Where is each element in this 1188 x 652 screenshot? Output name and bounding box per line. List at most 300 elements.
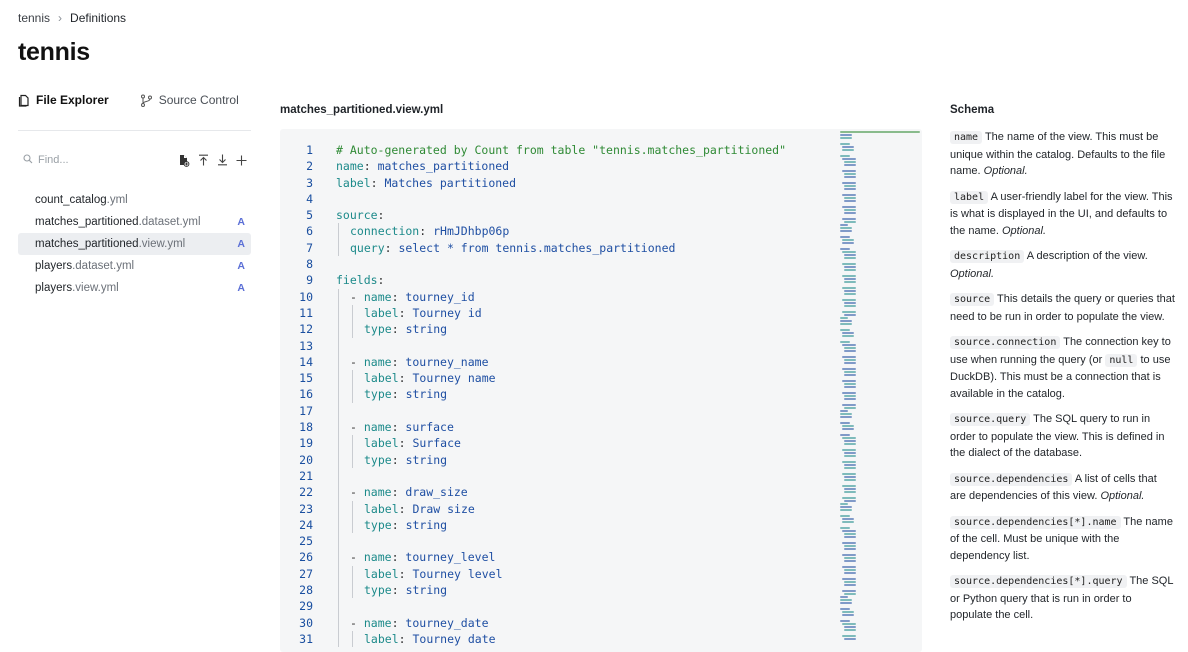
line-number: 22 xyxy=(299,485,313,500)
minimap-line xyxy=(844,560,856,562)
minimap-line xyxy=(842,239,854,241)
minimap-line xyxy=(842,566,856,568)
minimap-line xyxy=(844,209,856,211)
line-text xyxy=(313,615,489,631)
line-number: 17 xyxy=(299,403,313,418)
minimap-line xyxy=(842,623,856,625)
file-item[interactable] xyxy=(18,233,251,255)
file-list xyxy=(18,189,251,299)
minimap-line xyxy=(840,131,920,133)
schema-entry xyxy=(950,189,1175,240)
file-item[interactable] xyxy=(18,189,251,211)
minimap-line xyxy=(844,395,856,397)
breadcrumb-root[interactable]: tennis xyxy=(18,11,51,25)
minimap-line xyxy=(844,572,856,574)
minimap-line xyxy=(840,329,850,331)
minimap-line xyxy=(840,341,850,343)
indent-guide xyxy=(338,533,339,549)
minimap-line xyxy=(840,155,850,157)
code-line xyxy=(280,501,786,517)
code-token: : xyxy=(391,322,406,337)
minimap-line xyxy=(842,530,856,532)
minimap-line xyxy=(844,467,856,469)
code-token: label xyxy=(336,175,371,190)
file-name: players xyxy=(35,282,73,294)
minimap-line xyxy=(844,176,856,178)
schema-title: Schema xyxy=(950,104,995,116)
file-sidebar xyxy=(18,93,251,299)
breadcrumb xyxy=(18,11,126,25)
minimap-line xyxy=(842,404,856,406)
line-number: 5 xyxy=(306,208,313,223)
minimap-line xyxy=(842,461,856,463)
code-line xyxy=(280,419,786,435)
minimap-line xyxy=(842,614,854,616)
indent-guide xyxy=(338,484,339,500)
tab-source-control-label: Source Control xyxy=(158,93,239,107)
code-token: tourney_id xyxy=(405,289,475,304)
line-text xyxy=(313,289,475,305)
code-line xyxy=(280,370,786,386)
code-token: - xyxy=(350,485,364,500)
code-token: Tourney date xyxy=(412,631,496,646)
minimap-line xyxy=(844,548,856,550)
code-token: Draw size xyxy=(412,501,475,516)
schema-entry xyxy=(950,129,1175,180)
find-bar xyxy=(18,152,251,168)
minimap-line xyxy=(842,263,856,265)
code-line xyxy=(280,223,786,239)
minimap-line xyxy=(840,320,852,322)
minimap[interactable] xyxy=(838,129,922,652)
code-token: name xyxy=(363,615,392,630)
code-token: : xyxy=(398,501,413,516)
line-number: 4 xyxy=(306,191,313,206)
minimap-line xyxy=(844,188,856,190)
minimap-line xyxy=(840,230,852,232)
code-token: label xyxy=(364,501,399,516)
indent-guide xyxy=(338,517,339,533)
minimap-line xyxy=(840,416,852,418)
line-number: 6 xyxy=(306,224,313,239)
code-token: : xyxy=(398,436,413,451)
minimap-line xyxy=(842,158,856,160)
code-token: : xyxy=(391,354,406,369)
minimap-line xyxy=(844,278,856,280)
minimap-line xyxy=(842,368,856,370)
indent-guide xyxy=(338,289,339,305)
minimap-line xyxy=(842,437,856,439)
code-token: : xyxy=(398,566,413,581)
code-token: type xyxy=(364,452,392,467)
minimap-line xyxy=(840,515,850,517)
code-token: : xyxy=(398,371,413,386)
code-token: : xyxy=(391,420,406,435)
code-token: name xyxy=(363,289,392,304)
minimap-line xyxy=(840,236,850,238)
minimap-line xyxy=(840,509,852,511)
minimap-line xyxy=(840,422,850,424)
line-text xyxy=(313,354,489,370)
indent-guide xyxy=(338,223,339,239)
schema-description: This details the query or queries that need to be run in order to populate the view. xyxy=(950,293,1175,323)
minimap-line xyxy=(840,227,852,229)
indent-guide xyxy=(338,419,339,435)
code-token: name xyxy=(363,354,392,369)
schema-inline-code: null xyxy=(1105,354,1137,367)
indent-guide xyxy=(338,435,339,451)
minimap-line xyxy=(840,323,852,325)
indent-guide xyxy=(338,631,339,647)
line-text xyxy=(313,403,350,419)
minimap-line xyxy=(840,410,848,412)
line-number: 26 xyxy=(299,550,313,565)
minimap-line xyxy=(844,281,856,283)
indent-guide xyxy=(338,354,339,370)
schema-key: source.dependencies[*].name xyxy=(950,516,1121,529)
minimap-line xyxy=(842,428,854,430)
code-line xyxy=(280,272,786,288)
code-token: label xyxy=(364,371,399,386)
minimap-line xyxy=(844,476,856,478)
minimap-line xyxy=(844,290,856,292)
schema-key: name xyxy=(950,131,982,144)
line-text xyxy=(313,370,496,386)
code-token: Tourney name xyxy=(412,371,496,386)
minimap-line xyxy=(842,146,854,148)
minimap-line xyxy=(844,452,856,454)
schema-entry xyxy=(950,291,1175,325)
code-token: name xyxy=(363,485,392,500)
line-text xyxy=(313,435,461,451)
code-token: Matches partitioned xyxy=(384,175,517,190)
minimap-line xyxy=(842,332,854,334)
code-token: : xyxy=(391,289,406,304)
line-text xyxy=(313,419,454,435)
code-line xyxy=(280,566,786,582)
code-token: : xyxy=(398,631,413,646)
minimap-line xyxy=(844,371,856,373)
file-extension: .view.yml xyxy=(138,238,186,250)
schema-description: The SQL or Python query that is run in order to populate the cell. xyxy=(950,575,1174,621)
schema-key: description xyxy=(950,250,1024,263)
upload-icon[interactable] xyxy=(198,154,209,166)
indent-guide xyxy=(338,468,339,484)
indent-guide xyxy=(352,305,353,321)
minimap-line xyxy=(844,629,856,631)
code-token: : xyxy=(391,485,406,500)
minimap-line xyxy=(840,137,852,139)
schema-key: source.dependencies xyxy=(950,473,1072,486)
indent-guide xyxy=(338,501,339,517)
code-token: : xyxy=(363,159,378,174)
schema-description: The name of the cell. Must be unique with the dependency list. xyxy=(950,515,1173,562)
code-token: - xyxy=(350,354,364,369)
code-line xyxy=(280,321,786,337)
schema-description: The SQL query to run in order to populate the view. This is defined in the dialect of the database. xyxy=(950,413,1165,459)
code-line xyxy=(280,191,786,207)
indent-guide xyxy=(352,386,353,402)
line-number: 8 xyxy=(306,257,313,272)
indent-guide xyxy=(352,582,353,598)
minimap-line xyxy=(842,344,856,346)
code-token: : xyxy=(391,550,406,565)
minimap-line xyxy=(844,362,856,364)
code-token: tourney_level xyxy=(405,550,496,565)
file-tools xyxy=(177,154,247,167)
minimap-line xyxy=(842,149,854,151)
code-line xyxy=(280,142,786,158)
minimap-line xyxy=(842,287,856,289)
line-text xyxy=(313,452,447,468)
line-number: 16 xyxy=(299,387,313,402)
minimap-line xyxy=(840,620,850,622)
file-name: matches_partitioned xyxy=(35,238,139,250)
schema-panel xyxy=(950,129,1175,633)
line-text xyxy=(313,566,503,582)
code-line xyxy=(280,175,786,191)
file-extension: .yml xyxy=(106,194,128,206)
minimap-line xyxy=(842,242,854,244)
schema-entry xyxy=(950,514,1175,565)
minimap-line xyxy=(844,491,856,493)
file-icon xyxy=(18,94,30,107)
indent-guide xyxy=(352,501,353,517)
minimap-line xyxy=(844,464,856,466)
code-line xyxy=(280,517,786,533)
minimap-line xyxy=(842,380,856,382)
code-token: string xyxy=(405,322,448,337)
code-line xyxy=(280,435,786,451)
code-token: connection xyxy=(350,224,420,239)
code-line xyxy=(280,386,786,402)
minimap-line xyxy=(844,221,856,223)
minimap-line xyxy=(844,536,856,538)
schema-description: The connection key to use when running the query (or xyxy=(950,336,1171,366)
code-token: string xyxy=(405,452,448,467)
minimap-line xyxy=(844,455,856,457)
tab-source-control[interactable] xyxy=(140,93,239,107)
minimap-line xyxy=(842,392,856,394)
file-item[interactable] xyxy=(18,255,251,277)
minimap-line xyxy=(844,164,856,166)
code-token: : xyxy=(391,387,406,402)
indent-guide xyxy=(338,615,339,631)
schema-description: A user-friendly label for the view. This is what is displayed in the UI, and defaults to the name. xyxy=(950,190,1173,237)
code-token: string xyxy=(405,583,448,598)
file-extension: .dataset.yml xyxy=(72,260,135,272)
file-item[interactable] xyxy=(18,277,251,299)
line-number: 21 xyxy=(299,468,313,483)
tab-file-explorer[interactable] xyxy=(18,93,109,107)
minimap-line xyxy=(842,554,856,556)
minimap-line xyxy=(844,533,856,535)
schema-key: source xyxy=(950,293,994,306)
line-text xyxy=(313,321,447,337)
code-token: tourney_name xyxy=(405,354,489,369)
indent-guide xyxy=(338,305,339,321)
file-item[interactable] xyxy=(18,211,251,233)
indent-guide xyxy=(352,566,353,582)
minimap-line xyxy=(842,542,856,544)
minimap-line xyxy=(840,434,850,436)
minimap-line xyxy=(844,197,856,199)
line-text xyxy=(313,598,350,614)
indent-guide xyxy=(352,452,353,468)
code-token: label xyxy=(364,631,399,646)
minimap-line xyxy=(844,386,856,388)
schema-description: A description of the view. xyxy=(1026,250,1148,262)
schema-key: source.dependencies[*].query xyxy=(950,575,1127,588)
minimap-line xyxy=(844,557,856,559)
minimap-line xyxy=(844,581,856,583)
minimap-line xyxy=(844,443,856,445)
line-text xyxy=(313,158,509,174)
schema-key: source.connection xyxy=(950,336,1060,349)
indent-guide xyxy=(338,403,339,419)
schema-description: A list of cells that are dependencies of this view. xyxy=(950,472,1157,502)
minimap-line xyxy=(840,527,850,529)
minimap-line xyxy=(842,611,854,613)
code-token: - xyxy=(350,289,364,304)
git-status-badge: A xyxy=(237,282,245,294)
line-number: 27 xyxy=(299,566,313,581)
indent-guide xyxy=(352,370,353,386)
minimap-line xyxy=(842,311,856,313)
minimap-line xyxy=(844,257,856,259)
minimap-line xyxy=(844,374,856,376)
minimap-line xyxy=(844,161,856,163)
code-token: : xyxy=(391,615,406,630)
line-number: 15 xyxy=(299,371,313,386)
code-line xyxy=(280,289,786,305)
download-icon[interactable] xyxy=(217,154,228,166)
code-token: : xyxy=(370,175,385,190)
minimap-line xyxy=(840,602,852,604)
code-line xyxy=(280,598,786,614)
line-text xyxy=(313,501,475,517)
line-text xyxy=(313,272,384,288)
minimap-line xyxy=(844,269,856,271)
breadcrumb-current: Definitions xyxy=(70,11,127,25)
minimap-line xyxy=(844,638,856,640)
minimap-line xyxy=(844,350,856,352)
minimap-line xyxy=(844,200,856,202)
schema-entry xyxy=(950,573,1175,624)
code-token: string xyxy=(405,387,448,402)
minimap-line xyxy=(844,266,856,268)
code-token: fields xyxy=(336,273,378,288)
minimap-line xyxy=(840,599,852,601)
line-text xyxy=(313,386,447,402)
plus-icon[interactable] xyxy=(236,155,247,166)
line-number: 13 xyxy=(299,338,313,353)
line-text xyxy=(313,142,786,158)
schema-entry xyxy=(950,248,1175,282)
git-status-badge: A xyxy=(237,238,245,250)
line-number: 24 xyxy=(299,517,313,532)
code-line xyxy=(280,338,786,354)
code-line xyxy=(280,468,786,484)
indent-guide xyxy=(338,582,339,598)
line-text xyxy=(313,223,509,239)
indent-guide xyxy=(338,598,339,614)
line-text xyxy=(313,517,447,533)
line-number: 7 xyxy=(306,240,313,255)
minimap-line xyxy=(842,356,856,358)
code-line xyxy=(280,615,786,631)
indent-guide xyxy=(352,517,353,533)
minimap-line xyxy=(844,398,856,400)
line-text xyxy=(313,533,350,549)
page-title: tennis xyxy=(18,38,90,66)
minimap-line xyxy=(842,218,856,220)
line-number: 3 xyxy=(306,175,313,190)
line-number: 25 xyxy=(299,534,313,549)
code-token: name xyxy=(336,159,364,174)
tab-file-explorer-label: File Explorer xyxy=(36,93,109,107)
minimap-line xyxy=(840,413,852,415)
code-line xyxy=(280,582,786,598)
code-token: : xyxy=(384,240,399,255)
code-token: label xyxy=(364,305,399,320)
minimap-line xyxy=(842,335,854,337)
code-line xyxy=(280,158,786,174)
code-editor[interactable] xyxy=(280,129,922,652)
code-token: Surface xyxy=(412,436,461,451)
code-token: label xyxy=(364,566,399,581)
file-name: count_catalog xyxy=(35,194,107,206)
file-extension: .dataset.yml xyxy=(138,216,201,228)
minimap-line xyxy=(844,302,856,304)
line-text xyxy=(313,582,447,598)
indent-guide xyxy=(338,240,339,256)
find-input[interactable] xyxy=(38,154,158,166)
minimap-line xyxy=(842,425,854,427)
minimap-line xyxy=(842,299,856,301)
indent-guide xyxy=(338,338,339,354)
minimap-line xyxy=(840,506,852,508)
minimap-line xyxy=(844,314,856,316)
new-file-icon[interactable] xyxy=(177,154,190,167)
minimap-line xyxy=(842,449,856,451)
minimap-line xyxy=(840,317,848,319)
code-token: : xyxy=(391,517,406,532)
line-number: 18 xyxy=(299,420,313,435)
code-token: type xyxy=(364,583,392,598)
line-number: 23 xyxy=(299,501,313,516)
line-text xyxy=(313,631,496,647)
code-token: draw_size xyxy=(405,485,468,500)
line-number: 10 xyxy=(299,289,313,304)
minimap-line xyxy=(844,173,856,175)
minimap-line xyxy=(842,275,856,277)
line-number: 31 xyxy=(299,631,313,646)
line-text xyxy=(313,175,516,191)
chevron-right-icon: › xyxy=(58,11,63,25)
line-text xyxy=(313,240,675,256)
code-line xyxy=(280,631,786,647)
line-text xyxy=(313,305,482,321)
line-text xyxy=(313,468,350,484)
code-token: - xyxy=(350,420,364,435)
minimap-line xyxy=(844,584,856,586)
schema-key: label xyxy=(950,191,988,204)
minimap-line xyxy=(844,212,856,214)
schema-entry xyxy=(950,411,1175,462)
minimap-line xyxy=(844,293,856,295)
line-number: 1 xyxy=(306,143,313,157)
